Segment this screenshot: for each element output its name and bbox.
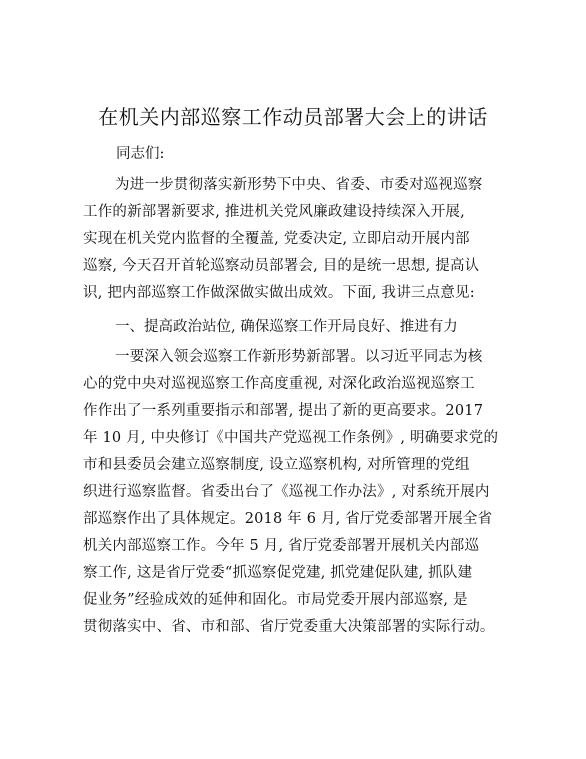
paragraph-line: 作作出了一系列重要指示和部署, 提出了新的更高要求。2017	[83, 403, 484, 419]
paragraph-line: 机关内部巡察工作。今年 5 月, 省厅党委部署开展机关内部巡	[83, 538, 480, 554]
paragraph-line: 贯彻落实中、省、市和部、省厅党委重大决策部署的实际行动。	[83, 619, 495, 635]
paragraph-section-1	[83, 344, 503, 641]
paragraph-line: 市和县委员会建立巡察制度, 设立巡察机构, 对所管理的党组	[83, 457, 470, 473]
paragraph-line: 织进行巡察监督。省委出台了《巡视工作办法》, 对系统开展内	[83, 484, 490, 500]
paragraph-line: 促业务”经验成效的延伸和固化。市局党委开展内部巡察, 是	[83, 592, 468, 608]
paragraph-line: 察工作, 这是省厅党委“抓巡察促党建, 抓党建促队建, 抓队建	[83, 565, 473, 581]
paragraph-line: 年 10 月, 中央修订《中国共产党巡视工作条例》, 明确要求党的	[83, 430, 499, 446]
paragraph-line: 巡察, 今天召开首轮巡察动员部署会, 目的是统一思想, 提高认	[83, 258, 480, 274]
paragraph-line: 一要深入领会巡察工作新形势新部署。以习近平同志为核	[115, 349, 483, 365]
paragraph-line: 心的党中央对巡视巡察工作高度重视, 对深化政治巡视巡察工	[83, 376, 475, 392]
paragraph-line: 部巡察作出了具体规定。2018 年 6 月, 省厅党委部署开展全省	[83, 511, 493, 527]
paragraph-line: 为进一步贯彻落实新形势下中央、省委、市委对巡视巡察	[115, 177, 483, 193]
paragraph-line: 工作的新部署新要求, 推进机关党风廉政建设持续深入开展,	[83, 204, 465, 220]
salutation: 同志们:	[116, 146, 165, 162]
paragraph-intro	[83, 172, 503, 307]
paragraph-line: 实现在机关党内监督的全覆盖, 党委决定, 立即启动开展内部	[83, 231, 470, 247]
paragraph-line: 识, 把内部巡察工作做深做实做出成效。下面, 我讲三点意见:	[83, 285, 475, 301]
document-title: 在机关内部巡察工作动员部署大会上的讲话	[98, 105, 488, 129]
section-heading-1: 一、提高政治站位, 确保巡察工作开局良好、推进有力	[115, 319, 458, 335]
